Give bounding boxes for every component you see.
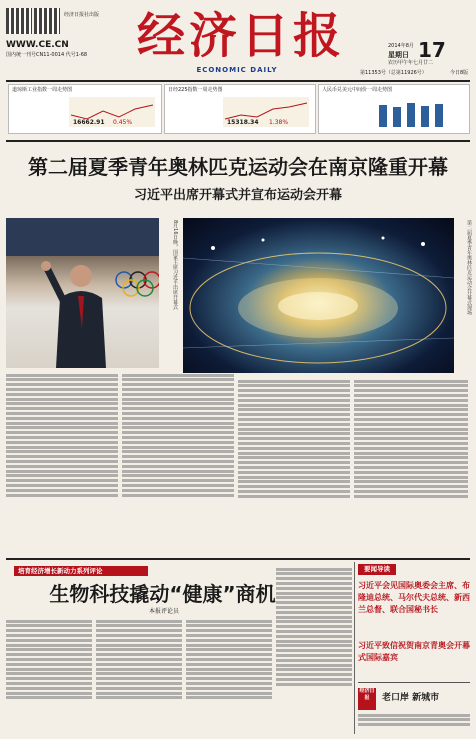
rmb-bars (319, 93, 467, 131)
website-line: WWW.CE.CN (6, 40, 69, 50)
issue-number: 第11353号（总第11926号） (360, 70, 427, 76)
dow-value: 16662.91 (73, 119, 105, 126)
lunar-date: 农历甲午年七月廿二 (388, 60, 434, 66)
nikkei-value: 15318.34 (227, 119, 259, 126)
masthead-rule (6, 80, 470, 82)
weekday: 星期日 (388, 51, 409, 59)
sidebar-item-2[interactable]: 习近平致信祝贺南京青奥会开幕式国际嘉宾 (358, 641, 470, 662)
nikkei-chart-title: 日经225指数一周走势图 (168, 87, 223, 93)
commentary-col4 (276, 566, 352, 734)
nikkei-chart (164, 84, 316, 134)
nikkei-change: 1.38% (269, 119, 289, 126)
lead-body-col2 (122, 372, 234, 554)
lead-body-col4 (354, 378, 468, 554)
lead-body-col1 (6, 372, 118, 554)
dow-chart (8, 84, 162, 134)
sidebar-column-title[interactable]: 老口岸 新城市 (382, 693, 440, 703)
lead-headline: 第二届夏季青年奥林匹克运动会在南京隆重开幕 (28, 155, 448, 179)
sidebar-divider (354, 562, 355, 734)
qr-code-image (6, 8, 32, 34)
mid-rule (6, 558, 470, 560)
date-line: 2014年8月 (388, 43, 414, 49)
issn-line: 国内统一刊号CN11-0014 代号1-68 (6, 52, 88, 58)
commentary-col2 (96, 618, 182, 734)
stadium-photo (183, 218, 454, 373)
masthead-title: 经济日报 (136, 8, 345, 64)
lead-subhead: 习近平出席开幕式并宣布运动会开幕 (133, 188, 342, 203)
commentary-col1 (6, 618, 92, 734)
commentary-col3 (186, 618, 272, 734)
president-photo (6, 218, 159, 368)
photo2-caption: 第二届夏季青年奥林匹克运动会开幕式现场 (466, 220, 472, 315)
dow-change: 0.45% (113, 119, 133, 126)
stadium-scene (183, 218, 454, 373)
sidebar-item-1[interactable]: 习近平会见国际奥委会主席、布隆迪总统、马尔代夫总统、新西兰总督、联合国秘书长 (358, 581, 470, 614)
president-figure (6, 218, 159, 368)
commentary-byline: 本报评论员 (148, 608, 179, 615)
sidebar-column-body (358, 712, 470, 736)
commentary-banner: 培育经济增长新动力系列评论 (14, 566, 148, 576)
rmb-chart-title: 人民币兑美元中间价一周走势图 (322, 87, 393, 93)
commentary-title: 生物科技撬动“健康”商机 (49, 582, 276, 606)
strip-rule (6, 140, 470, 142)
sidebar-column-tag: 经济日报 (358, 688, 376, 710)
page-count: 今日8版 (450, 70, 469, 76)
sidebar-label: 要闻导读 (358, 564, 396, 575)
lead-body-col3 (238, 378, 350, 554)
sidebar-rule (358, 682, 470, 683)
day-number: 17 (418, 38, 446, 62)
photo1-caption: 8月16日晚，国家主席习近平出席开幕式 (172, 220, 178, 310)
dow-chart-title: 道琼斯工业指数一周走势图 (12, 87, 73, 93)
masthead-subtitle: ECONOMIC DAILY (196, 66, 278, 74)
qr-code-image-2 (34, 8, 60, 34)
publisher-line: 经济日报社出版 (64, 12, 100, 18)
rmb-chart (318, 84, 470, 134)
